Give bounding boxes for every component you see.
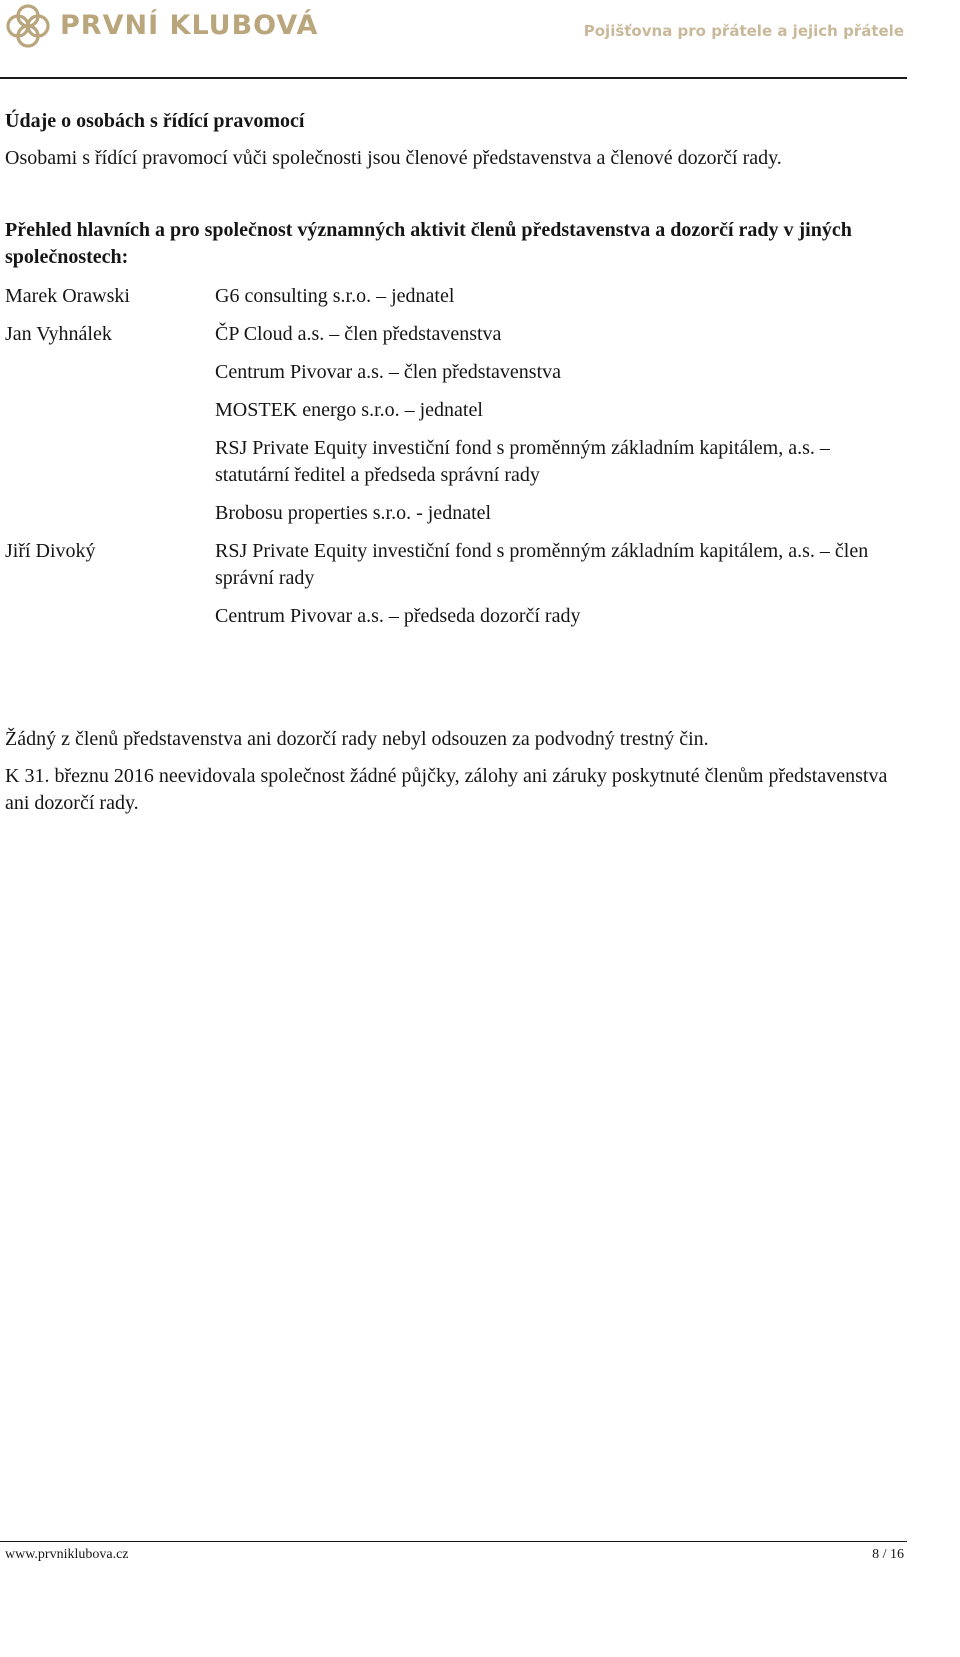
- page-header: [0, 0, 960, 80]
- page-number: 8 / 16: [872, 1547, 904, 1562]
- member-row: [5, 538, 895, 641]
- member-activity: Centrum Pivovar a.s. – předseda dozorčí rady: [215, 605, 581, 627]
- member-activity: RSJ Private Equity investiční fond s proměnným základním kapitálem, a.s. – člen správní rady: [215, 540, 869, 589]
- section-heading-activities: Přehled hlavních a pro společnost významných aktivit členů představenstva a dozorčí rady v jiných společnostech:: [5, 219, 852, 268]
- knot-logo-icon: [4, 2, 52, 50]
- logo: [4, 2, 318, 50]
- member-activity: MOSTEK energo s.r.o. – jednatel: [215, 399, 483, 421]
- header-divider: [0, 77, 907, 79]
- document-body: [5, 108, 895, 817]
- logo-text: PRVNÍ KLUBOVÁ: [60, 10, 319, 41]
- member-name: Marek Orawski: [5, 285, 130, 307]
- footer-divider: [0, 1541, 907, 1542]
- member-row: [5, 321, 895, 538]
- statement-no-conviction: Žádný z členů představenstva ani dozorčí rady nebyl odsouzen za podvodný trestný čin.: [5, 728, 709, 750]
- section-heading-management: Údaje o osobách s řídící pravomocí: [5, 110, 305, 132]
- member-activity: ČP Cloud a.s. – člen představenstva: [215, 323, 502, 345]
- member-name: Jan Vyhnálek: [5, 323, 112, 345]
- activities-table: [5, 283, 895, 641]
- section-text-management: Osobami s řídící pravomocí vůči společnosti jsou členové představenstva a členové dozorčí rady.: [5, 147, 782, 169]
- member-activity: RSJ Private Equity investiční fond s proměnným základním kapitálem, a.s. – statutární ředitel a předseda správní rady: [215, 437, 830, 486]
- footer-website-link[interactable]: www.prvniklubova.cz: [5, 1547, 129, 1562]
- statement-no-loans: K 31. březnu 2016 neevidovala společnost žádné půjčky, zálohy ani záruky poskytnuté členům představenstva ani dozorčí rady.: [5, 765, 888, 814]
- member-activity: Brobosu properties s.r.o. - jednatel: [215, 502, 492, 524]
- header-tagline: Pojišťovna pro přátele a jejich přátele: [583, 22, 904, 40]
- member-activity: Centrum Pivovar a.s. – člen představenstva: [215, 361, 562, 383]
- member-name: Jiří Divoký: [5, 540, 96, 562]
- member-row: [5, 283, 895, 321]
- member-activity: G6 consulting s.r.o. – jednatel: [215, 285, 455, 307]
